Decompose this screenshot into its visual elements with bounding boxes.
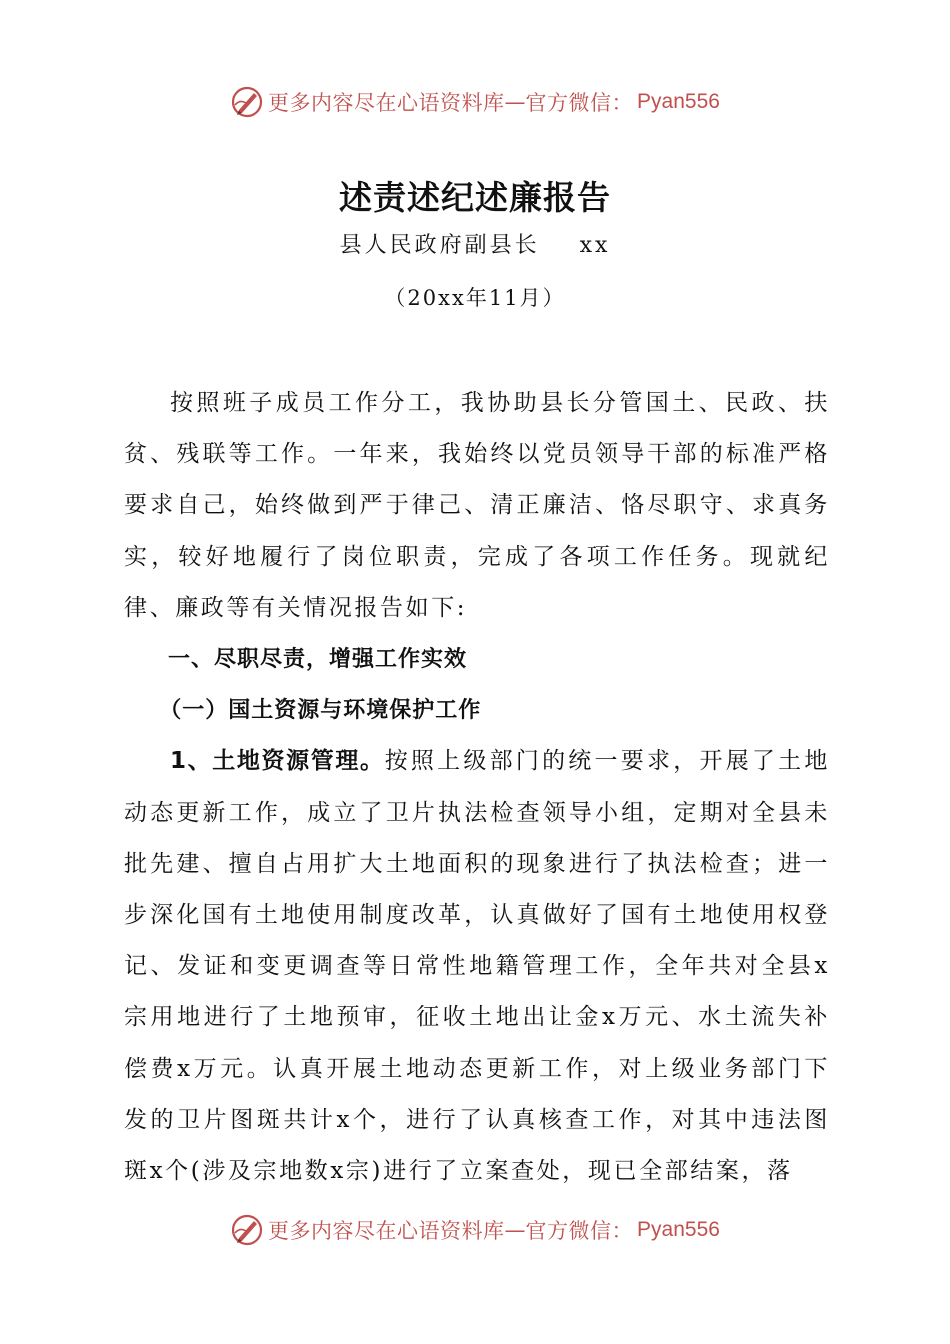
item-body: 按照上级部门的统一要求，开展了土地动态更新工作，成立了卫片执法检查领导小组，定期对全县未批先建、擅自占用扩大土地面积的现象进行了执法检查；进一步深化国有土地使用制度改革，认真做好了国有土地使用权登记、发证和变更调查等日常性地籍管理工作，全年共对全县x宗用地进行了土地预审，征收土地出让金x万元、水土流失补偿费x万元。认真开展土地动态更新工作，对上级业务部门下发的卫片图斑共计x个，进行了认真核查工作，对其中违法图斑x个(涉及宗地数x宗)进行了立案查处，现已全部结案，落: [124, 748, 830, 1185]
banner-separator: —: [504, 90, 526, 114]
document-date: （20xx年11月）: [384, 286, 566, 310]
intro-paragraph: 按照班子成员工作分工，我协助县长分管国土、民政、扶贫、残联等工作。一年来，我始终以党员领导干部的标准严格要求自己，始终做到严于律己、清正廉洁、恪尽职守、求真务实，较好地履行了岗位职责，完成了各项工作任务。现就纪律、廉政等有关情况报告如下:: [124, 390, 830, 621]
header-banner: [0, 82, 950, 122]
document-body: [124, 378, 830, 1197]
banner-text: 更多内容尽在心语资料库: [268, 1219, 505, 1243]
pen-logo-icon: [230, 1213, 264, 1247]
footer-banner: [0, 1210, 950, 1250]
item-paragraph: [124, 736, 830, 1197]
author-name: xx: [579, 233, 611, 258]
item-lead: 1、土地资源管理。: [170, 748, 385, 775]
section-heading: 一、尽职尽责，增强工作实效: [168, 647, 468, 673]
banner-wechat-id: Pyan556: [637, 90, 720, 113]
banner-label: 官方微信：: [525, 91, 634, 115]
banner-text: 更多内容尽在心语资料库: [268, 91, 505, 115]
author-role: 县人民政府副县长: [339, 233, 540, 258]
banner-label: 官方微信：: [525, 1219, 634, 1243]
banner-wechat-id: Pyan556: [637, 1218, 720, 1241]
subsection-heading: （一）国土资源与环境保护工作: [159, 698, 482, 724]
banner-separator: —: [504, 1218, 526, 1242]
document-author: [0, 228, 950, 259]
document-title: 述责述纪述廉报告: [339, 178, 611, 217]
pen-logo-icon: [230, 85, 264, 119]
